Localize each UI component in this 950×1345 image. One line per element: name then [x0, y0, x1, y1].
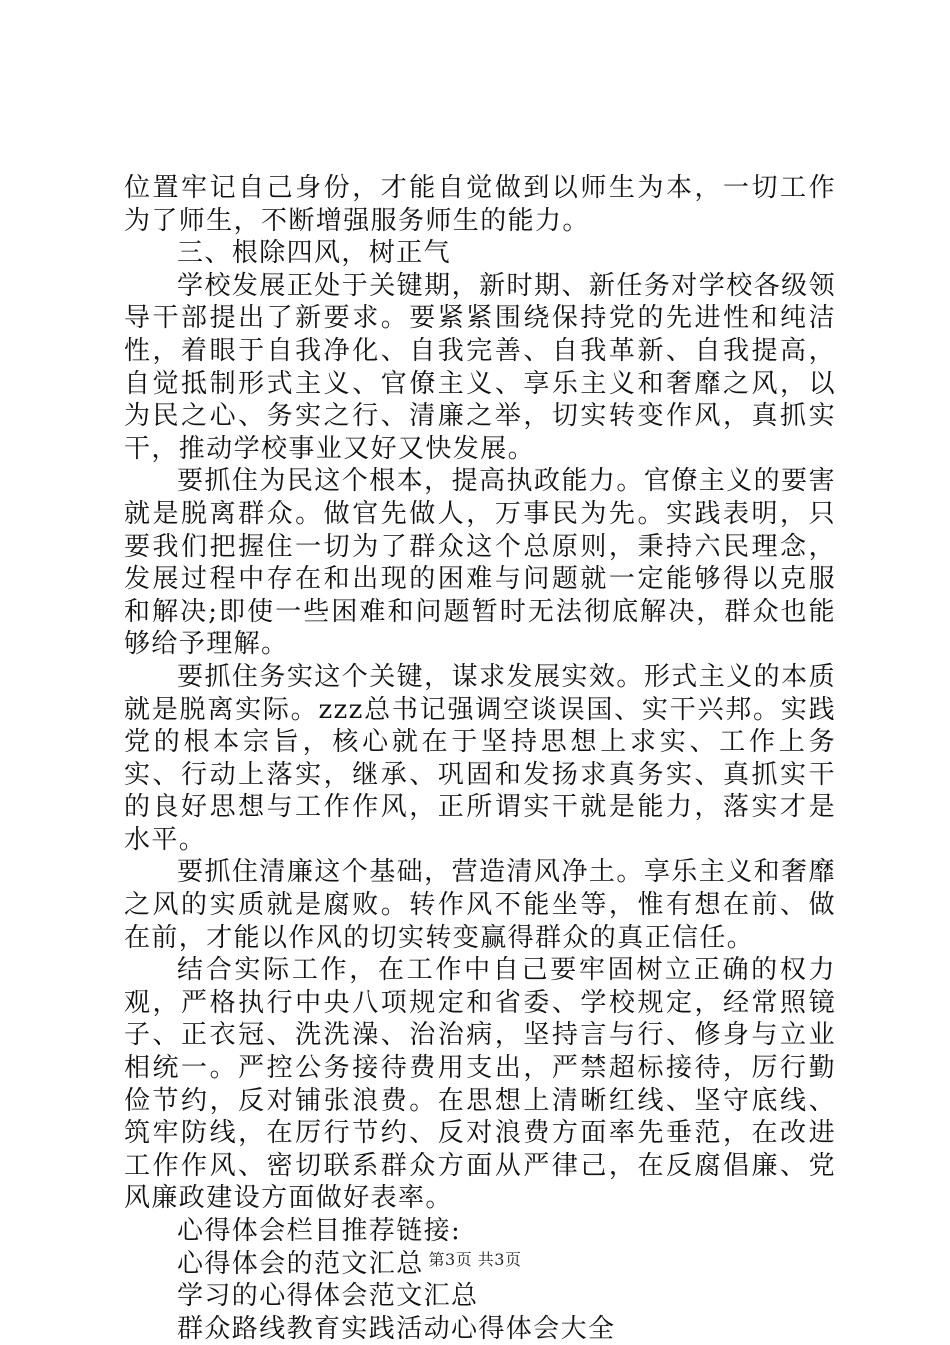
document-body	[124, 172, 836, 1345]
paragraph-7: 结合实际工作，在工作中自己要牢固树立正确的权力观，严格执行中央八项规定和省委、学校规定，经常照镜子、正衣冠、洗洗澡、治治病，坚持言与行、修身与立业相统一。严控公务接待费用支出，严禁超标接待，厉行勤俭节约，反对铺张浪费。在思想上清晰红线、坚守底线、筑牢防线，在厉行节约、反对浪费方面率先垂范，在改进工作作风、密切联系群众方面从严律己，在反腐倡廉、党风廉政建设方面做好表率。	[124, 955, 836, 1214]
paragraph-4: 要抓住为民这个根本，提高执政能力。官僚主义的要害就是脱离群众。做官先做人，万事民为先。实践表明，只要我们把握住一切为了群众这个总原则，秉持六民理念，发展过程中存在和出现的困难与问题就一定能够得以克服和解决;即使一些困难和问题暂时无法彻底解决，群众也能够给予理解。	[124, 466, 836, 660]
paragraph-6: 要抓住清廉这个基础，营造清风净土。享乐主义和奢靡之风的实质就是腐败。转作风不能坐等，惟有想在前、做在前，才能以作风的切实转变赢得群众的真正信任。	[124, 857, 836, 953]
recommended-links-heading: 心得体会栏目推荐链接:	[177, 1216, 462, 1246]
paragraph-5: 要抓住务实这个关键，谋求发展实效。形式主义的本质就是脱离实际。zzz总书记强调空谈误国、实干兴邦。实践党的根本宗旨，核心就在于坚持思想上求实、工作上务实、行动上落实，继承、巩固和发扬求真务实、真抓实干的良好思想与工作作风，正所谓实干就是能力，落实才是水平。	[124, 661, 836, 855]
section-heading-3: 三、根除四风，树正气	[177, 238, 452, 269]
recommended-link-1[interactable]: 心得体会的范文汇总	[177, 1248, 424, 1279]
recommended-link-2[interactable]: 学习的心得体会范文汇总	[177, 1281, 479, 1312]
recommended-link-3[interactable]: 群众路线教育实践活动心得体会大全	[177, 1313, 616, 1344]
paragraph-3: 学校发展正处于关键期，新时期、新任务对学校各级领导干部提出了新要求。要紧紧围绕保持党的先进性和纯洁性，着眼于自我净化、自我完善、自我革新、自我提高，自觉抵制形式主义、官僚主义、享乐主义和奢靡之风，以为民之心、务实之行、清廉之举，切实转变作风，真抓实干，推动学校事业又好又快发展。	[124, 270, 836, 464]
paragraph-1: 位置牢记自己身份，才能自觉做到以师生为本，一切工作为了师生，不断增强服务师生的能力。	[124, 173, 836, 236]
page-number-footer: 第3页 共3页	[428, 1250, 522, 1269]
